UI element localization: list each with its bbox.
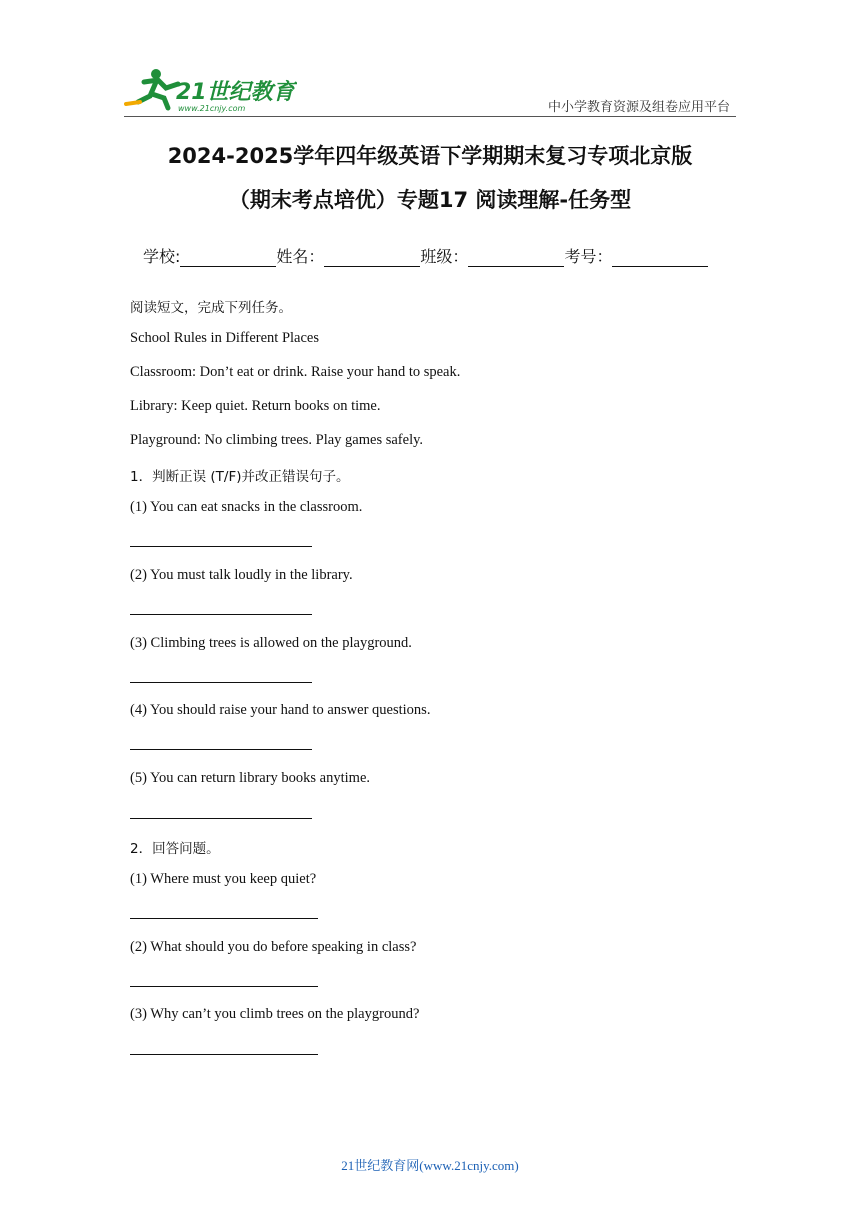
answer-line[interactable] [130,918,318,919]
logo [122,66,297,114]
instruction: 阅读短文，完成下列任务。 [130,300,292,316]
task1-question: (4) You should raise your hand to answer questions. [130,702,431,718]
logo-text: 21世纪教育 [176,80,295,105]
task1-question: (2) You must talk loudly in the library. [130,567,353,583]
answer-line[interactable] [130,614,312,615]
task1-heading: 1．判断正误 (T/F)并改正错误句子。 [130,469,350,485]
runner-logo-icon [122,66,297,114]
passage-line: Playground: No climbing trees. Play games safely. [130,432,424,448]
name-blank[interactable] [324,250,420,267]
exam-no-blank[interactable] [612,250,708,267]
answer-line[interactable] [130,1054,318,1055]
task2-question: (1) Where must you keep quiet? [130,871,317,887]
header-divider [124,116,736,117]
class-label: 班级： [420,247,469,266]
passage-line: Library: Keep quiet. Return books on time. [130,398,381,414]
class-blank[interactable] [468,250,564,267]
task2-heading: 2．回答问题。 [130,841,220,857]
passage-line: Classroom: Don’t eat or drink. Raise your hand to speak. [130,364,461,380]
page-title-line2: （期末考点培优）专题17 阅读理解-任务型 [228,188,632,212]
answer-line[interactable] [130,818,312,819]
exam-no-label: 考号： [564,247,613,266]
school-blank[interactable] [180,250,276,267]
student-info-row [143,244,708,267]
task1-question: (3) Climbing trees is allowed on the playground. [130,635,412,651]
page-footer[interactable]: 21世纪教育网(www.21cnjy.com) [341,1158,519,1173]
task1-question: (1) You can eat snacks in the classroom. [130,499,363,515]
answer-line[interactable] [130,682,312,683]
page-header [0,0,860,120]
answer-line[interactable] [130,546,312,547]
task2-question: (3) Why can’t you climb trees on the playground? [130,1006,420,1022]
school-label: 学校: [143,247,181,266]
page-title-line1: 2024-2025学年四年级英语下学期期末复习专项北京版 [167,144,693,168]
passage-title: School Rules in Different Places [130,330,320,346]
task1-question: (5) You can return library books anytime. [130,770,371,786]
platform-label: 中小学教育资源及组卷应用平台 [547,100,730,115]
task2-question: (2) What should you do before speaking in class? [130,939,417,955]
name-label: 姓名： [276,247,325,266]
answer-line[interactable] [130,986,318,987]
logo-url: www.21cnjy.com [178,104,246,113]
answer-line[interactable] [130,749,312,750]
